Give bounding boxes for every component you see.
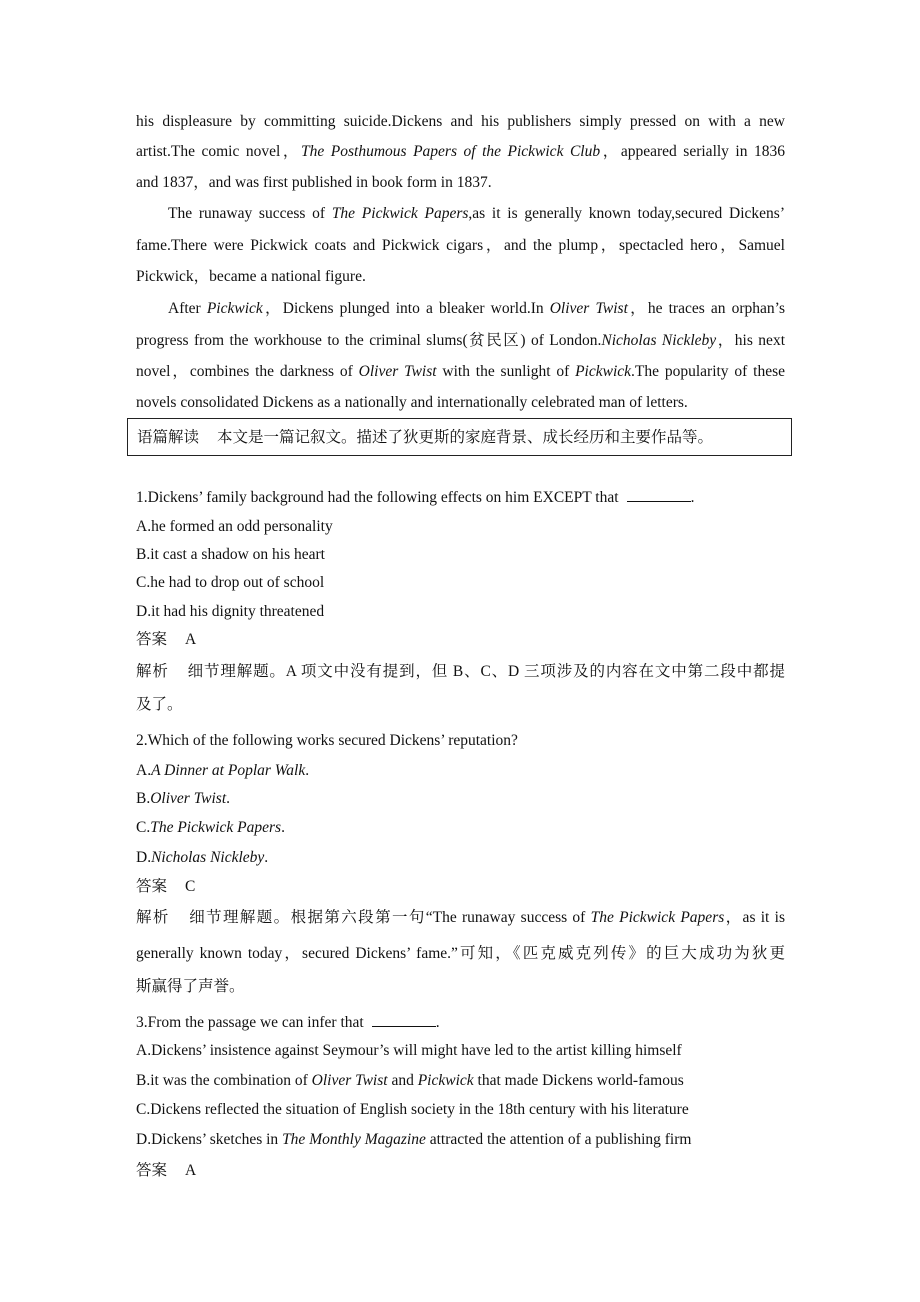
answer-label: 答案 — [136, 1162, 168, 1179]
option-c: C.Dickens reflected the situation of English society in the 18th century with his literature — [136, 1101, 689, 1118]
passage-line: fame.There were Pickwick coats and Pickwick cigars，and the plump，spectacled hero，Samuel — [136, 237, 785, 254]
option-a: A.Dickens’ insistence against Seymour’s will might have led to the artist killing himself — [136, 1042, 682, 1059]
passage-line: After Pickwick，Dickens plunged into a bleaker world.In Oliver Twist，he traces an orphan’s — [168, 300, 786, 317]
reading-summary-box — [127, 418, 792, 456]
option-a: A.he formed an odd personality — [136, 518, 333, 535]
passage-line: his displeasure by committing suicide.Dickens and his publishers simply pressed on with a new — [136, 113, 785, 130]
option-b: B.Oliver Twist. — [136, 790, 231, 807]
analysis-label: 解析 — [136, 909, 170, 926]
passage-line: and 1837，and was first published in book form in 1837. — [136, 174, 492, 191]
answer-blank — [372, 1012, 436, 1027]
answer-value: C — [185, 878, 196, 895]
reading-summary — [137, 425, 713, 447]
passage-line: Pickwick，became a national figure. — [136, 268, 366, 285]
answer-value: A — [185, 631, 197, 648]
analysis-line: 解析 细节理解题。A 项文中没有提到，但 B、C、D 三项涉及的内容在文中第二段中都提 — [136, 663, 785, 680]
analysis-line: 解析 细节理解题。根据第六段第一句“The runaway success of The Pickwick Papers，as it is — [136, 909, 785, 926]
answer-line — [136, 630, 196, 650]
answer-line — [136, 1161, 196, 1181]
passage-line: The runaway success of The Pickwick Papers,as it is generally known today,secured Dickens’ — [168, 205, 785, 222]
analysis-label: 解析 — [136, 663, 169, 680]
analysis-line: generally known today，secured Dickens’ fame.”可知，《匹克威克列传》的巨大成功为狄更 — [136, 945, 785, 962]
question-2-stem: 2.Which of the following works secured Dickens’ reputation? — [136, 732, 518, 749]
book-title: The Posthumous Papers of the Pickwick Club — [301, 143, 601, 160]
analysis-line: 及了。 — [136, 696, 183, 713]
answer-label: 答案 — [136, 878, 168, 895]
passage-line: artist.The comic novel，The Posthumous Papers of the Pickwick Club，appeared serially in 1836 — [136, 143, 785, 160]
option-c: C.The Pickwick Papers. — [136, 819, 285, 836]
option-a: A.A Dinner at Poplar Walk. — [136, 762, 310, 779]
option-d: D.Dickens’ sketches in The Monthly Magazine attracted the attention of a publishing firm — [136, 1131, 692, 1148]
option-c: C.he had to drop out of school — [136, 574, 325, 591]
book-title: The Pickwick Papers — [331, 205, 469, 222]
answer-label: 答案 — [136, 631, 168, 648]
option-d: D.it had his dignity threatened — [136, 603, 325, 620]
answer-blank — [627, 487, 691, 502]
reading-summary-label: 语篇解读 — [137, 429, 200, 446]
passage-line: novel，combines the darkness of Oliver Twist with the sunlight of Pickwick.The popularity of these — [136, 363, 785, 380]
passage-line: progress from the workhouse to the criminal slums(贫民区) of London.Nicholas Nickleby，his next — [136, 332, 785, 349]
analysis-line: 斯赢得了声誉。 — [136, 978, 245, 995]
question-3-stem: 3.From the passage we can infer that . — [136, 1014, 440, 1031]
answer-value: A — [185, 1162, 197, 1179]
option-d: D.Nicholas Nickleby. — [136, 849, 269, 866]
answer-line — [136, 877, 195, 897]
passage-line: novels consolidated Dickens as a nationally and internationally celebrated man of letters. — [136, 394, 688, 411]
option-b: B.it cast a shadow on his heart — [136, 546, 325, 563]
option-b: B.it was the combination of Oliver Twist and Pickwick that made Dickens world-famous — [136, 1072, 684, 1089]
question-1-stem: 1.Dickens’ family background had the following effects on him EXCEPT that . — [136, 489, 695, 506]
reading-summary-text: 本文是一篇记叙文。描述了狄更斯的家庭背景、成长经历和主要作品等。 — [217, 429, 714, 446]
